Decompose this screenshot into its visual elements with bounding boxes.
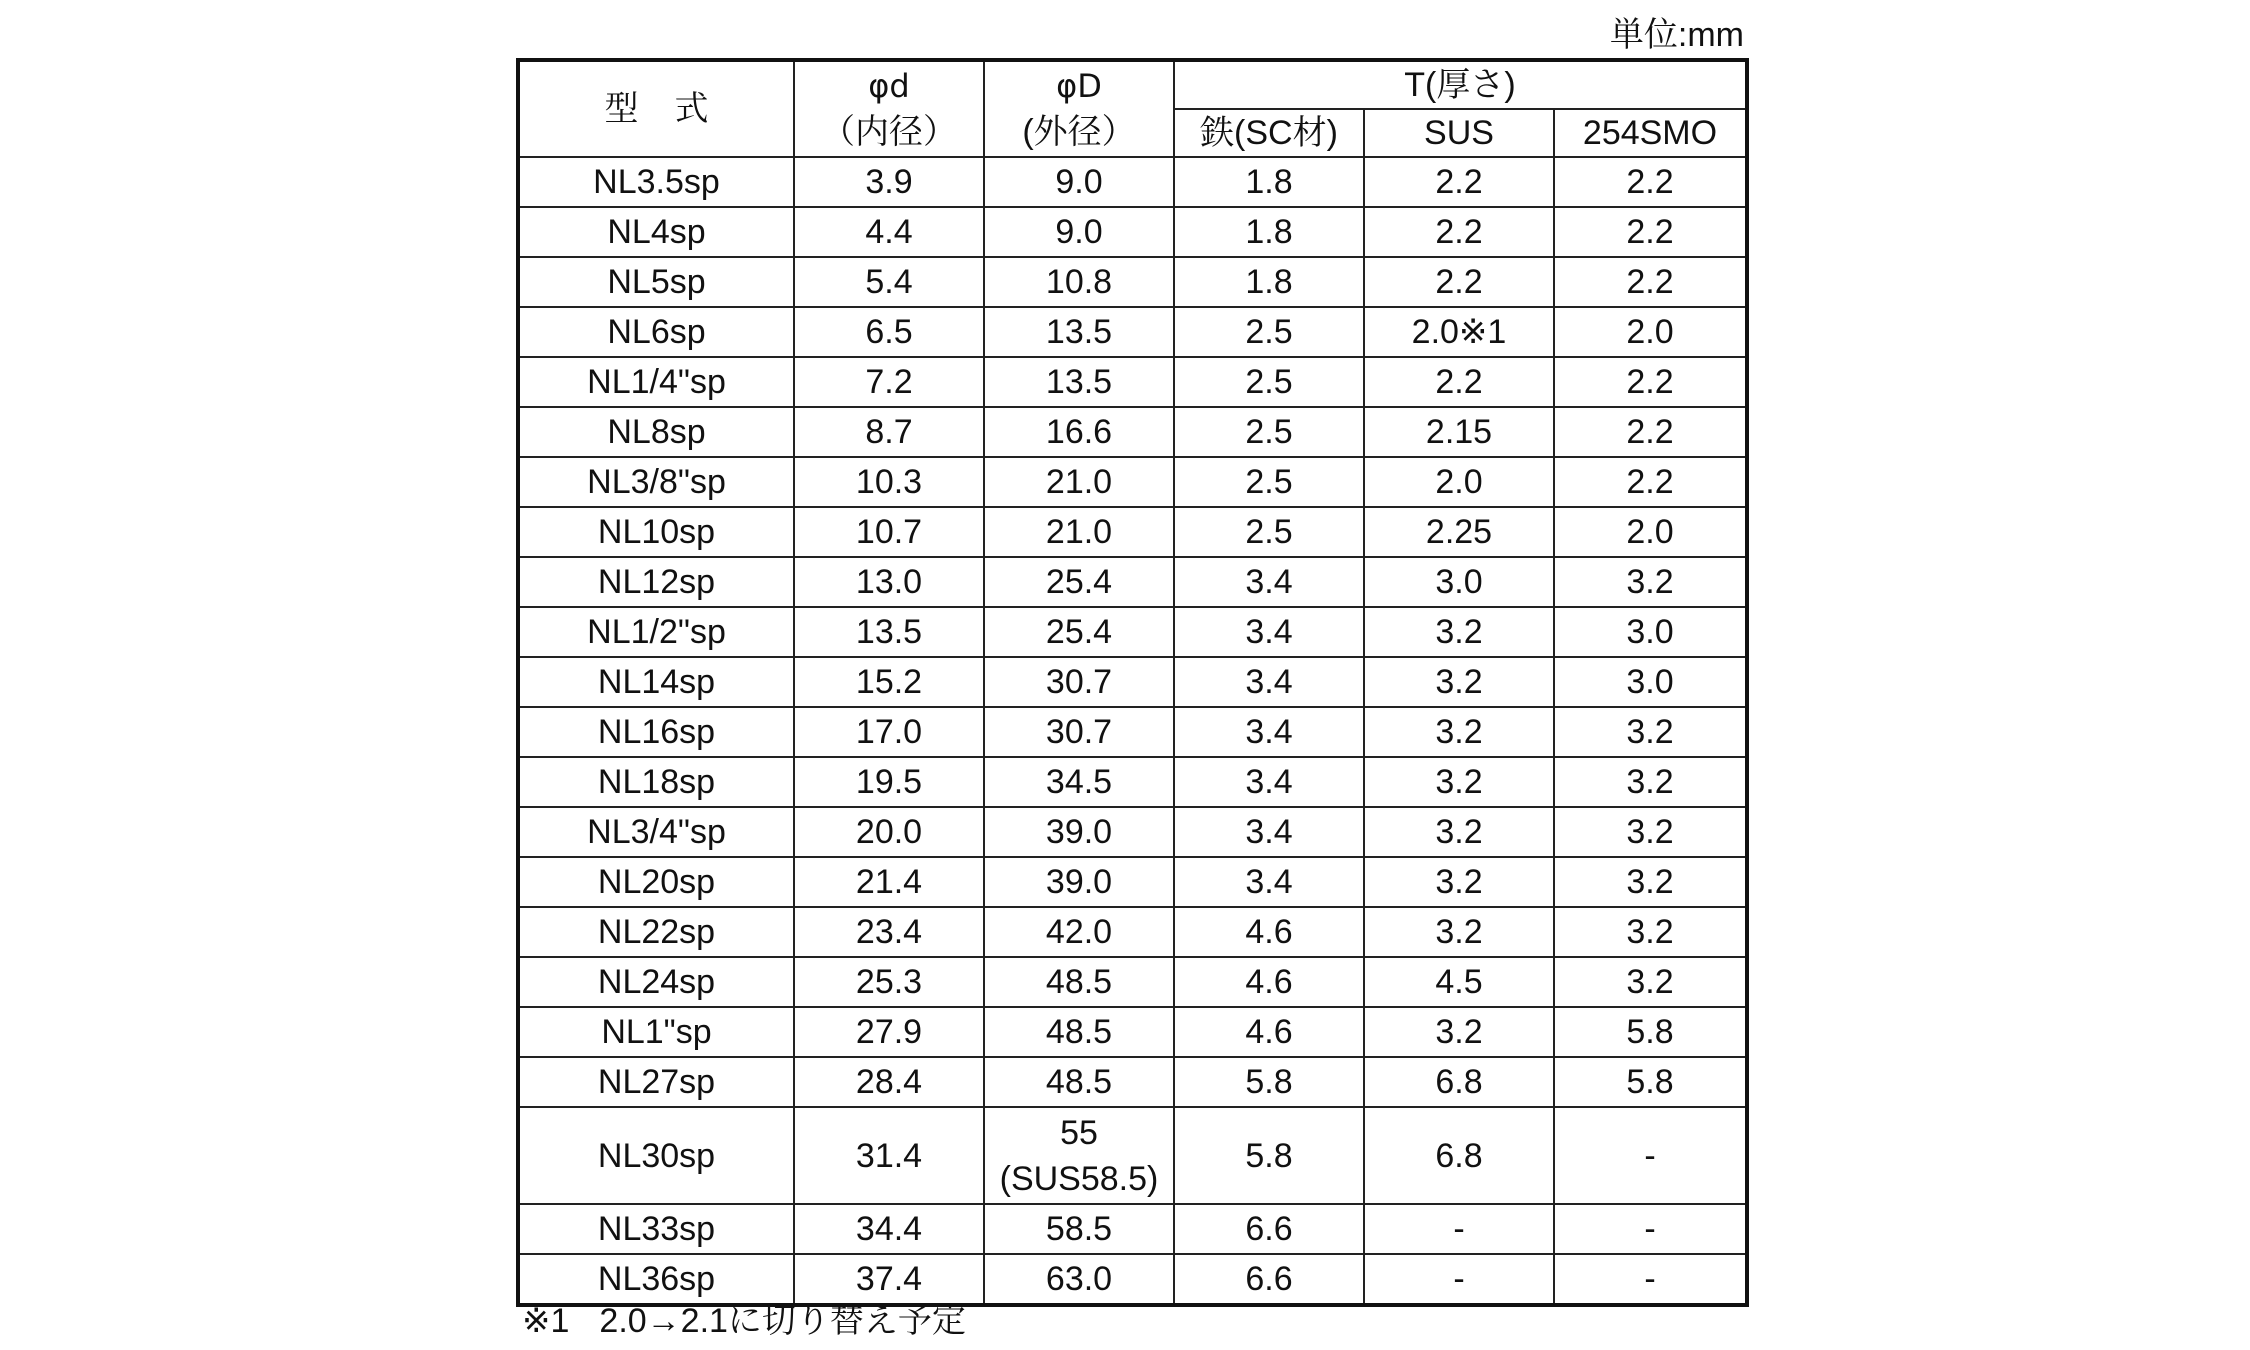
cell-model: NL1/4"sp	[518, 357, 794, 407]
cell-model: NL18sp	[518, 757, 794, 807]
cell-outer-diameter: 13.5	[984, 357, 1174, 407]
cell-inner-diameter: 3.9	[794, 157, 984, 207]
cell-thickness-iron: 2.5	[1174, 457, 1364, 507]
cell-model: NL6sp	[518, 307, 794, 357]
cell-inner-diameter: 13.5	[794, 607, 984, 657]
header-outer-diameter	[984, 60, 1174, 157]
table-row	[518, 957, 1747, 1007]
footnote-mark: ※1	[522, 1302, 570, 1340]
cell-thickness-sus: 3.2	[1364, 607, 1554, 657]
table-row	[518, 857, 1747, 907]
cell-inner-diameter: 5.4	[794, 257, 984, 307]
cell-outer-diameter	[984, 1107, 1174, 1204]
table-body	[518, 157, 1747, 1305]
cell-thickness-sus: 6.8	[1364, 1057, 1554, 1107]
cell-thickness-sus: 3.2	[1364, 857, 1554, 907]
cell-model: NL30sp	[518, 1107, 794, 1204]
cell-thickness-iron: 3.4	[1174, 707, 1364, 757]
cell-thickness-254smo: 3.0	[1554, 657, 1747, 707]
table-row	[518, 307, 1747, 357]
cell-thickness-254smo: -	[1554, 1107, 1747, 1204]
cell-thickness-iron: 5.8	[1174, 1107, 1364, 1204]
table-row	[518, 1107, 1747, 1204]
cell-outer-diameter: 10.8	[984, 257, 1174, 307]
cell-outer-diameter: 48.5	[984, 1007, 1174, 1057]
cell-thickness-sus: 3.2	[1364, 657, 1554, 707]
cell-thickness-sus: 3.0	[1364, 557, 1554, 607]
cell-thickness-254smo: 3.2	[1554, 757, 1747, 807]
cell-thickness-iron: 5.8	[1174, 1057, 1364, 1107]
cell-outer-diameter: 13.5	[984, 307, 1174, 357]
cell-outer-diameter: 9.0	[984, 207, 1174, 257]
cell-outer-diameter: 21.0	[984, 457, 1174, 507]
cell-thickness-254smo: 3.2	[1554, 857, 1747, 907]
header-inner-symbol: φd	[868, 67, 910, 105]
cell-thickness-sus: 2.0	[1364, 457, 1554, 507]
cell-model: NL20sp	[518, 857, 794, 907]
cell-model: NL27sp	[518, 1057, 794, 1107]
cell-thickness-iron: 4.6	[1174, 1007, 1364, 1057]
cell-outer-diameter: 25.4	[984, 557, 1174, 607]
cell-thickness-254smo: 2.0	[1554, 307, 1747, 357]
table-row	[518, 707, 1747, 757]
table-row	[518, 407, 1747, 457]
cell-thickness-254smo: 3.2	[1554, 707, 1747, 757]
cell-outer-diameter-value: 55	[1060, 1113, 1098, 1152]
cell-inner-diameter: 15.2	[794, 657, 984, 707]
cell-thickness-iron: 4.6	[1174, 907, 1364, 957]
cell-thickness-sus: 2.2	[1364, 257, 1554, 307]
cell-outer-diameter: 42.0	[984, 907, 1174, 957]
cell-inner-diameter: 37.4	[794, 1254, 984, 1305]
cell-model: NL24sp	[518, 957, 794, 1007]
cell-inner-diameter: 13.0	[794, 557, 984, 607]
cell-outer-diameter: 48.5	[984, 1057, 1174, 1107]
cell-thickness-iron: 2.5	[1174, 507, 1364, 557]
table-row	[518, 757, 1747, 807]
header-outer-label: (外径）	[1022, 113, 1136, 151]
cell-inner-diameter: 17.0	[794, 707, 984, 757]
cell-thickness-iron: 3.4	[1174, 757, 1364, 807]
header-model: 型式	[518, 60, 794, 157]
cell-thickness-iron: 3.4	[1174, 857, 1364, 907]
header-inner-label: （内径）	[821, 113, 957, 151]
table-row	[518, 1057, 1747, 1107]
cell-thickness-sus: 2.25	[1364, 507, 1554, 557]
table-row	[518, 557, 1747, 607]
cell-thickness-sus: 2.2	[1364, 357, 1554, 407]
cell-thickness-iron: 6.6	[1174, 1204, 1364, 1254]
cell-model: NL3.5sp	[518, 157, 794, 207]
cell-model: NL16sp	[518, 707, 794, 757]
table-row	[518, 507, 1747, 557]
cell-thickness-iron: 1.8	[1174, 157, 1364, 207]
table-row	[518, 257, 1747, 307]
cell-thickness-254smo: 5.8	[1554, 1057, 1747, 1107]
header-thickness: T(厚さ)	[1174, 60, 1747, 109]
cell-thickness-sus: -	[1364, 1254, 1554, 1305]
cell-thickness-sus: 2.2	[1364, 207, 1554, 257]
cell-outer-diameter: 48.5	[984, 957, 1174, 1007]
cell-model: NL36sp	[518, 1254, 794, 1305]
cell-thickness-sus: 2.0※1	[1364, 307, 1554, 357]
cell-thickness-iron: 1.8	[1174, 257, 1364, 307]
cell-thickness-iron: 3.4	[1174, 657, 1364, 707]
cell-inner-diameter: 8.7	[794, 407, 984, 457]
cell-model: NL1"sp	[518, 1007, 794, 1057]
table-row	[518, 1204, 1747, 1254]
cell-model: NL14sp	[518, 657, 794, 707]
cell-model: NL12sp	[518, 557, 794, 607]
cell-thickness-iron: 2.5	[1174, 407, 1364, 457]
cell-thickness-254smo: 2.2	[1554, 157, 1747, 207]
cell-inner-diameter: 19.5	[794, 757, 984, 807]
cell-outer-diameter: 39.0	[984, 807, 1174, 857]
cell-model: NL33sp	[518, 1204, 794, 1254]
cell-outer-diameter: 30.7	[984, 707, 1174, 757]
cell-thickness-254smo: 3.2	[1554, 557, 1747, 607]
cell-thickness-sus: 4.5	[1364, 957, 1554, 1007]
table-header	[518, 60, 1747, 157]
cell-outer-diameter: 25.4	[984, 607, 1174, 657]
cell-outer-diameter: 30.7	[984, 657, 1174, 707]
cell-inner-diameter: 4.4	[794, 207, 984, 257]
header-row-1	[518, 60, 1747, 109]
cell-thickness-sus: 3.2	[1364, 757, 1554, 807]
table-row	[518, 457, 1747, 507]
cell-outer-diameter: 34.5	[984, 757, 1174, 807]
cell-thickness-sus: 3.2	[1364, 807, 1554, 857]
cell-thickness-254smo: 2.2	[1554, 257, 1747, 307]
cell-outer-diameter: 21.0	[984, 507, 1174, 557]
cell-inner-diameter: 25.3	[794, 957, 984, 1007]
cell-thickness-sus: 6.8	[1364, 1107, 1554, 1204]
spec-table	[516, 58, 1749, 1307]
cell-inner-diameter: 10.7	[794, 507, 984, 557]
header-thickness-sus: SUS	[1364, 109, 1554, 157]
cell-model: NL1/2"sp	[518, 607, 794, 657]
cell-thickness-254smo: 3.2	[1554, 807, 1747, 857]
table-row	[518, 207, 1747, 257]
cell-inner-diameter: 20.0	[794, 807, 984, 857]
cell-thickness-iron: 4.6	[1174, 957, 1364, 1007]
cell-thickness-254smo: 2.2	[1554, 457, 1747, 507]
cell-thickness-254smo: -	[1554, 1204, 1747, 1254]
cell-outer-diameter: 16.6	[984, 407, 1174, 457]
cell-thickness-254smo: 2.2	[1554, 407, 1747, 457]
cell-thickness-254smo: -	[1554, 1254, 1747, 1305]
table-row	[518, 657, 1747, 707]
cell-inner-diameter: 31.4	[794, 1107, 984, 1204]
cell-model: NL3/8"sp	[518, 457, 794, 507]
cell-thickness-iron: 2.5	[1174, 307, 1364, 357]
cell-inner-diameter: 6.5	[794, 307, 984, 357]
header-thickness-254smo: 254SMO	[1554, 109, 1747, 157]
cell-thickness-sus: 2.15	[1364, 407, 1554, 457]
header-thickness-iron: 鉄(SC材)	[1174, 109, 1364, 157]
footnote-text: 2.0→2.1に切り替え予定	[599, 1302, 966, 1340]
cell-inner-diameter: 7.2	[794, 357, 984, 407]
cell-model: NL4sp	[518, 207, 794, 257]
cell-inner-diameter: 10.3	[794, 457, 984, 507]
cell-thickness-iron: 3.4	[1174, 557, 1364, 607]
cell-outer-diameter: 63.0	[984, 1254, 1174, 1305]
cell-outer-diameter-note: (SUS58.5)	[999, 1159, 1159, 1198]
cell-thickness-254smo: 2.0	[1554, 507, 1747, 557]
cell-thickness-iron: 3.4	[1174, 807, 1364, 857]
cell-thickness-254smo: 5.8	[1554, 1007, 1747, 1057]
cell-inner-diameter: 28.4	[794, 1057, 984, 1107]
cell-thickness-254smo: 3.2	[1554, 957, 1747, 1007]
cell-inner-diameter: 23.4	[794, 907, 984, 957]
cell-inner-diameter: 34.4	[794, 1204, 984, 1254]
cell-thickness-254smo: 3.2	[1554, 907, 1747, 957]
table-row	[518, 357, 1747, 407]
cell-thickness-iron: 6.6	[1174, 1254, 1364, 1305]
cell-thickness-254smo: 2.2	[1554, 357, 1747, 407]
cell-model: NL5sp	[518, 257, 794, 307]
cell-thickness-iron: 3.4	[1174, 607, 1364, 657]
cell-model: NL10sp	[518, 507, 794, 557]
table-row	[518, 1007, 1747, 1057]
footnote	[522, 1298, 966, 1344]
table-row	[518, 157, 1747, 207]
cell-thickness-sus: 3.2	[1364, 1007, 1554, 1057]
cell-thickness-sus: 3.2	[1364, 707, 1554, 757]
cell-outer-diameter: 58.5	[984, 1204, 1174, 1254]
cell-thickness-iron: 1.8	[1174, 207, 1364, 257]
cell-model: NL8sp	[518, 407, 794, 457]
cell-thickness-sus: 2.2	[1364, 157, 1554, 207]
table-row	[518, 807, 1747, 857]
cell-model: NL3/4"sp	[518, 807, 794, 857]
cell-thickness-254smo: 3.0	[1554, 607, 1747, 657]
cell-thickness-sus: -	[1364, 1204, 1554, 1254]
cell-outer-diameter: 9.0	[984, 157, 1174, 207]
unit-label: 単位:mm	[1609, 16, 1744, 54]
cell-thickness-iron: 2.5	[1174, 357, 1364, 407]
cell-thickness-254smo: 2.2	[1554, 207, 1747, 257]
cell-thickness-sus: 3.2	[1364, 907, 1554, 957]
table-row	[518, 907, 1747, 957]
header-inner-diameter	[794, 60, 984, 157]
cell-model: NL22sp	[518, 907, 794, 957]
header-outer-symbol: φD	[1056, 67, 1102, 105]
cell-inner-diameter: 21.4	[794, 857, 984, 907]
cell-inner-diameter: 27.9	[794, 1007, 984, 1057]
cell-outer-diameter: 39.0	[984, 857, 1174, 907]
table-row	[518, 607, 1747, 657]
